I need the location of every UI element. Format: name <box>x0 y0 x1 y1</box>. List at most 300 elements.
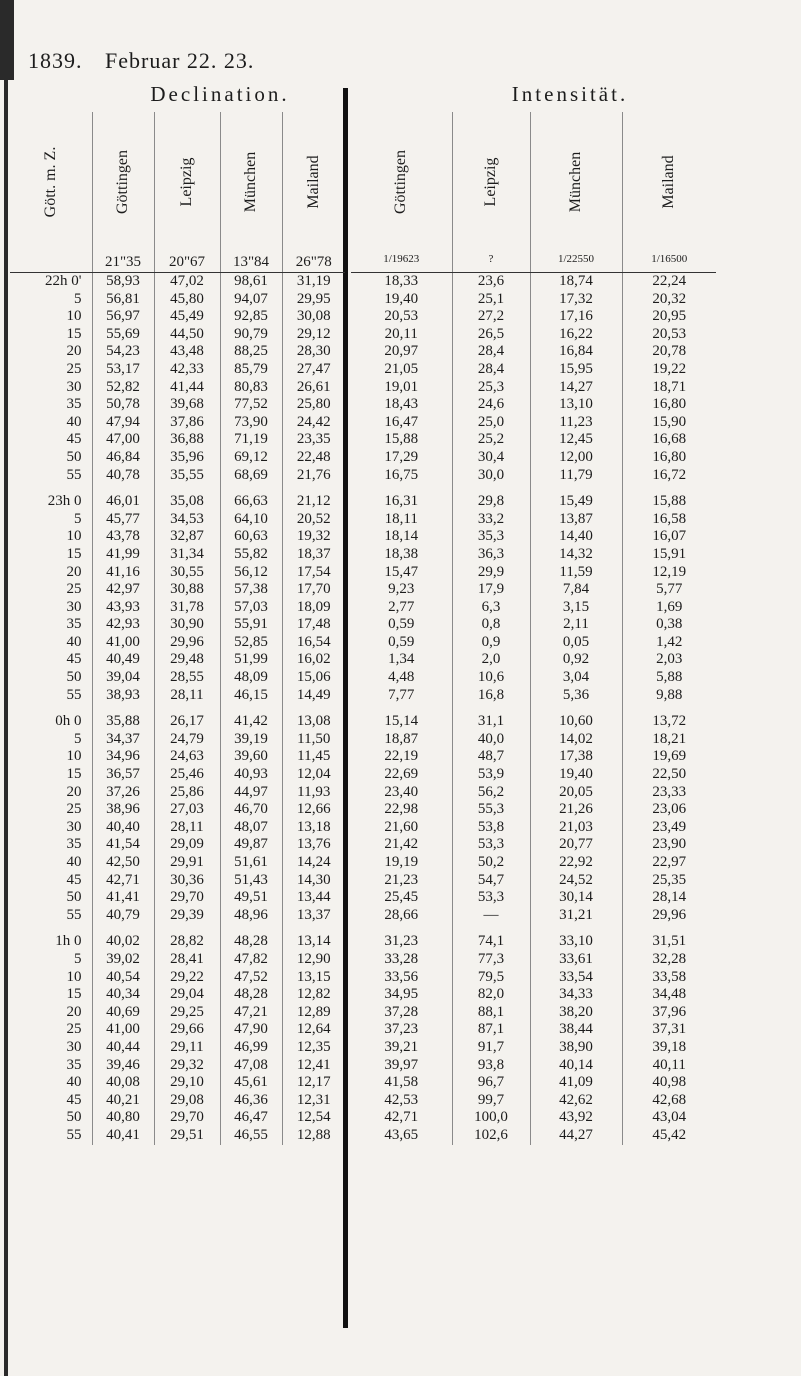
value-cell: 20,05 <box>530 784 622 802</box>
value-cell: 22,50 <box>622 766 716 784</box>
value-cell: 16,31 <box>384 493 419 510</box>
value-cell: 12,66 <box>282 801 348 819</box>
value-cell: 29,51 <box>154 1127 220 1145</box>
value-cell: 33,2 <box>452 511 530 529</box>
value-cell: 12,89 <box>282 1004 348 1022</box>
value-cell: 19,40 <box>530 766 622 784</box>
time-cell: 40 <box>66 1074 82 1091</box>
value-cell: 17,48 <box>282 616 348 634</box>
time-cell: 20 <box>66 783 82 800</box>
value-cell: 29,25 <box>154 1004 220 1022</box>
table-row <box>10 343 716 361</box>
value-cell: 71,19 <box>220 431 282 449</box>
value-cell: 88,25 <box>220 343 282 361</box>
value-cell: 16,8 <box>452 687 530 705</box>
value-cell: 48,07 <box>220 819 282 837</box>
value-cell: 38,20 <box>530 1004 622 1022</box>
value-cell: 91,7 <box>452 1039 530 1057</box>
value-cell: 47,90 <box>220 1021 282 1039</box>
column-label: München <box>567 151 585 213</box>
value-cell: 16,80 <box>622 449 716 467</box>
value-cell: 39,18 <box>622 1039 716 1057</box>
value-cell: 52,85 <box>220 634 282 652</box>
value-cell: 12,00 <box>530 449 622 467</box>
time-cell: 35 <box>66 396 82 413</box>
value-cell: 43,93 <box>92 599 154 617</box>
table-row <box>10 969 716 987</box>
column-label: Gött. m. Z. <box>41 146 59 218</box>
value-cell: 18,37 <box>282 546 348 564</box>
value-cell: 45,61 <box>220 1074 282 1092</box>
value-cell: 30,0 <box>452 467 530 485</box>
value-cell: 33,61 <box>530 951 622 969</box>
value-cell: 42,62 <box>530 1092 622 1110</box>
value-cell: 27,47 <box>282 361 348 379</box>
table-row <box>10 379 716 397</box>
value-cell: 13,08 <box>282 704 348 731</box>
value-cell: 18,71 <box>622 379 716 397</box>
value-cell: 35,96 <box>154 449 220 467</box>
value-cell: 57,03 <box>220 599 282 617</box>
value-cell: 34,33 <box>530 986 622 1004</box>
value-cell: 49,87 <box>220 836 282 854</box>
table-row <box>10 1021 716 1039</box>
value-cell: 55,69 <box>92 326 154 344</box>
value-cell: 9,88 <box>622 687 716 705</box>
value-cell: 29,32 <box>154 1057 220 1075</box>
value-cell: 42,93 <box>92 616 154 634</box>
value-cell: 25,45 <box>384 889 419 906</box>
value-cell: 2,03 <box>622 651 716 669</box>
column-header <box>10 112 92 273</box>
value-cell: 15,88 <box>384 431 419 448</box>
value-cell: 22,48 <box>282 449 348 467</box>
value-cell: 14,27 <box>530 379 622 397</box>
value-cell: 20,78 <box>622 343 716 361</box>
value-cell: 29,08 <box>154 1092 220 1110</box>
value-cell: 99,7 <box>452 1092 530 1110</box>
table-row <box>10 748 716 766</box>
value-cell: 40,79 <box>92 907 154 925</box>
value-cell: 96,7 <box>452 1074 530 1092</box>
table-row <box>10 396 716 414</box>
table-row <box>10 951 716 969</box>
value-cell: 19,22 <box>622 361 716 379</box>
value-cell: 90,79 <box>220 326 282 344</box>
value-cell: 28,82 <box>154 924 220 951</box>
value-cell: 30,4 <box>452 449 530 467</box>
value-cell: 31,51 <box>622 924 716 951</box>
table-row <box>10 704 716 731</box>
value-cell: 12,88 <box>282 1127 348 1145</box>
value-cell: 33,58 <box>622 969 716 987</box>
value-cell: 16,75 <box>384 466 419 483</box>
value-cell: 47,82 <box>220 951 282 969</box>
value-cell: 5,77 <box>622 581 716 599</box>
value-cell: 16,02 <box>282 651 348 669</box>
value-cell: 34,48 <box>622 986 716 1004</box>
value-cell: 68,69 <box>220 467 282 485</box>
value-cell: 0,92 <box>530 651 622 669</box>
value-cell: 66,63 <box>220 484 282 511</box>
value-cell: 22,98 <box>384 801 419 818</box>
table-row <box>10 361 716 379</box>
value-cell: 46,70 <box>220 801 282 819</box>
value-cell: 13,15 <box>282 969 348 987</box>
value-cell: 44,27 <box>530 1127 622 1145</box>
value-cell: 25,86 <box>154 784 220 802</box>
value-cell: 16,72 <box>622 467 716 485</box>
value-cell: 42,33 <box>154 361 220 379</box>
value-cell: 56,81 <box>92 291 154 309</box>
table-row <box>10 907 716 925</box>
value-cell: 17,70 <box>282 581 348 599</box>
time-cell: 25 <box>66 360 82 377</box>
value-cell: 12,54 <box>282 1109 348 1127</box>
value-cell: 21,26 <box>530 801 622 819</box>
value-cell: 21,03 <box>530 819 622 837</box>
value-cell: 37,23 <box>384 1021 419 1038</box>
value-cell: 12,64 <box>282 1021 348 1039</box>
value-cell: 47,08 <box>220 1057 282 1075</box>
table-row <box>10 1092 716 1110</box>
value-cell: 36,57 <box>92 766 154 784</box>
table-row <box>10 889 716 907</box>
value-cell: 47,00 <box>92 431 154 449</box>
value-cell: 16,68 <box>622 431 716 449</box>
value-cell: 14,32 <box>530 546 622 564</box>
value-cell: 29,22 <box>154 969 220 987</box>
time-cell: 5 <box>74 730 82 747</box>
column-scale: 26"78 <box>295 254 332 270</box>
value-cell: 15,49 <box>530 484 622 511</box>
value-cell: 35,55 <box>154 467 220 485</box>
value-cell: 12,82 <box>282 986 348 1004</box>
value-cell: 34,96 <box>92 748 154 766</box>
time-cell: 15 <box>66 986 82 1003</box>
value-cell: 23,33 <box>622 784 716 802</box>
value-cell: 88,1 <box>452 1004 530 1022</box>
value-cell: 28,14 <box>622 889 716 907</box>
value-cell: 53,9 <box>452 766 530 784</box>
value-cell: 56,97 <box>92 308 154 326</box>
value-cell: 21,05 <box>384 360 419 377</box>
value-cell: 37,86 <box>154 414 220 432</box>
value-cell: 92,85 <box>220 308 282 326</box>
value-cell: 40,54 <box>92 969 154 987</box>
value-cell: 1,42 <box>622 634 716 652</box>
table-row <box>10 1057 716 1075</box>
observation-table <box>10 112 716 1145</box>
value-cell: 23,06 <box>622 801 716 819</box>
table-row <box>10 291 716 309</box>
value-cell: 29,70 <box>154 1109 220 1127</box>
time-cell: 15 <box>66 766 82 783</box>
value-cell: 31,23 <box>384 933 419 950</box>
value-cell: 34,95 <box>384 986 419 1003</box>
value-cell: 23,40 <box>384 783 419 800</box>
value-cell: 29,96 <box>154 634 220 652</box>
value-cell: 40,11 <box>622 1057 716 1075</box>
time-cell: 30 <box>66 1038 82 1055</box>
column-label: München <box>242 151 260 213</box>
value-cell: 85,79 <box>220 361 282 379</box>
value-cell: 22,69 <box>384 766 419 783</box>
value-cell: 40,44 <box>92 1039 154 1057</box>
value-cell: 36,88 <box>154 431 220 449</box>
value-cell: 4,48 <box>388 669 415 686</box>
time-cell: 30 <box>66 598 82 615</box>
value-cell: 1,69 <box>622 599 716 617</box>
value-cell: 18,87 <box>384 730 419 747</box>
value-cell: 25,80 <box>282 396 348 414</box>
value-cell: 13,72 <box>622 704 716 731</box>
value-cell: 29,09 <box>154 836 220 854</box>
value-cell: 48,96 <box>220 907 282 925</box>
time-cell: 35 <box>66 836 82 853</box>
value-cell: 57,38 <box>220 581 282 599</box>
value-cell: 16,07 <box>622 528 716 546</box>
value-cell: 23,6 <box>452 273 530 291</box>
value-cell: 64,10 <box>220 511 282 529</box>
value-cell: 15,88 <box>622 484 716 511</box>
value-cell: 43,92 <box>530 1109 622 1127</box>
value-cell: 10,6 <box>452 669 530 687</box>
value-cell: 46,55 <box>220 1127 282 1145</box>
value-cell: 48,09 <box>220 669 282 687</box>
value-cell: 53,8 <box>452 819 530 837</box>
value-cell: 28,55 <box>154 669 220 687</box>
value-cell: 13,44 <box>282 889 348 907</box>
value-cell: 30,14 <box>530 889 622 907</box>
column-header <box>530 112 622 273</box>
value-cell: 17,32 <box>530 291 622 309</box>
value-cell: 38,93 <box>92 687 154 705</box>
value-cell: 7,77 <box>388 686 415 703</box>
value-cell: 13,87 <box>530 511 622 529</box>
value-cell: 36,3 <box>452 546 530 564</box>
value-cell: 16,22 <box>530 326 622 344</box>
value-cell: 50,2 <box>452 854 530 872</box>
value-cell: 41,00 <box>92 634 154 652</box>
table-row <box>10 1127 716 1145</box>
time-cell: 50 <box>66 889 82 906</box>
time-cell: 35 <box>66 616 82 633</box>
value-cell: 19,69 <box>622 748 716 766</box>
time-cell: 20 <box>66 1003 82 1020</box>
value-cell: 12,19 <box>622 564 716 582</box>
value-cell: 35,08 <box>154 484 220 511</box>
time-cell: 40 <box>66 413 82 430</box>
table-row <box>10 326 716 344</box>
value-cell: 23,49 <box>622 819 716 837</box>
column-scale: 1/19623 <box>383 253 420 265</box>
value-cell: 23,35 <box>282 431 348 449</box>
value-cell: 43,48 <box>154 343 220 361</box>
value-cell: 21,12 <box>282 484 348 511</box>
column-header-row <box>10 112 716 273</box>
column-header <box>92 112 154 273</box>
header-date: Februar 22. 23. <box>105 48 255 73</box>
value-cell: 55,91 <box>220 616 282 634</box>
value-cell: 48,28 <box>220 986 282 1004</box>
value-cell: 11,45 <box>282 748 348 766</box>
value-cell: 20,53 <box>622 326 716 344</box>
value-cell: 26,61 <box>282 379 348 397</box>
value-cell: 11,93 <box>282 784 348 802</box>
value-cell: 46,99 <box>220 1039 282 1057</box>
value-cell: 41,58 <box>384 1074 419 1091</box>
value-cell: 45,80 <box>154 291 220 309</box>
value-cell: 19,19 <box>384 854 419 870</box>
value-cell: 69,12 <box>220 449 282 467</box>
value-cell: 18,38 <box>384 545 419 562</box>
table-row <box>10 731 716 749</box>
value-cell: 43,65 <box>384 1126 419 1143</box>
column-label: Mailand <box>660 155 678 209</box>
value-cell: 24,42 <box>282 414 348 432</box>
value-cell: 14,49 <box>282 687 348 705</box>
time-cell: 30 <box>66 378 82 395</box>
value-cell: 45,42 <box>622 1127 716 1145</box>
value-cell: 15,90 <box>622 414 716 432</box>
value-cell: 29,04 <box>154 986 220 1004</box>
value-cell: 13,76 <box>282 836 348 854</box>
value-cell: 19,32 <box>282 528 348 546</box>
value-cell: 60,63 <box>220 528 282 546</box>
column-scale: 1/22550 <box>557 253 595 265</box>
value-cell: 42,71 <box>384 1109 419 1126</box>
table-row <box>10 651 716 669</box>
value-cell: 18,74 <box>530 273 622 291</box>
value-cell: 5,36 <box>530 687 622 705</box>
table-row <box>10 669 716 687</box>
value-cell: 46,15 <box>220 687 282 705</box>
value-cell: 24,63 <box>154 748 220 766</box>
value-cell: 20,77 <box>530 836 622 854</box>
value-cell: 54,23 <box>92 343 154 361</box>
value-cell: 77,52 <box>220 396 282 414</box>
value-cell: 30,88 <box>154 581 220 599</box>
time-cell: 15 <box>66 325 82 342</box>
value-cell: 47,94 <box>92 414 154 432</box>
value-cell: 23,90 <box>622 836 716 854</box>
column-label: Leipzig <box>178 157 196 207</box>
value-cell: 25,1 <box>452 291 530 309</box>
column-label: Mailand <box>304 155 322 209</box>
value-cell: 39,04 <box>92 669 154 687</box>
value-cell: 42,97 <box>92 581 154 599</box>
value-cell: 41,99 <box>92 546 154 564</box>
value-cell: 13,14 <box>282 924 348 951</box>
value-cell: 20,95 <box>622 308 716 326</box>
table-row <box>10 431 716 449</box>
value-cell: 37,31 <box>622 1021 716 1039</box>
value-cell: 28,41 <box>154 951 220 969</box>
value-cell: 6,3 <box>452 599 530 617</box>
time-cell: 10 <box>66 968 82 985</box>
value-cell: 16,84 <box>530 343 622 361</box>
value-cell: 14,30 <box>282 872 348 890</box>
column-scale: 13"84 <box>232 254 270 270</box>
time-cell: 55 <box>66 1126 82 1143</box>
value-cell: 40,40 <box>92 819 154 837</box>
value-cell: 14,02 <box>530 731 622 749</box>
value-cell: 41,41 <box>92 889 154 907</box>
value-cell: 22,24 <box>622 273 716 291</box>
value-cell: 39,21 <box>384 1038 419 1055</box>
time-cell: 55 <box>66 906 82 923</box>
value-cell: 42,71 <box>92 872 154 890</box>
value-cell: 53,3 <box>452 889 530 907</box>
value-cell: 46,36 <box>220 1092 282 1110</box>
value-cell: 39,68 <box>154 396 220 414</box>
time-cell: 50 <box>66 448 82 465</box>
value-cell: 40,02 <box>92 924 154 951</box>
value-cell: 51,99 <box>220 651 282 669</box>
table-row <box>10 687 716 705</box>
value-cell: 17,38 <box>530 748 622 766</box>
table-row <box>10 449 716 467</box>
value-cell: 39,19 <box>220 731 282 749</box>
value-cell: 2,0 <box>452 651 530 669</box>
value-cell: 16,54 <box>282 634 348 652</box>
value-cell: 29,10 <box>154 1074 220 1092</box>
value-cell: 82,0 <box>452 986 530 1004</box>
value-cell: 19,40 <box>384 290 419 307</box>
value-cell: 18,33 <box>384 273 419 289</box>
value-cell: 15,91 <box>622 546 716 564</box>
value-cell: 40,49 <box>92 651 154 669</box>
table-row <box>10 766 716 784</box>
value-cell: 40,93 <box>220 766 282 784</box>
value-cell: 15,06 <box>282 669 348 687</box>
value-cell: 22,97 <box>622 854 716 872</box>
value-cell: 15,95 <box>530 361 622 379</box>
value-cell: 5,88 <box>622 669 716 687</box>
value-cell: 16,47 <box>384 413 419 430</box>
value-cell: 56,2 <box>452 784 530 802</box>
value-cell: 46,84 <box>92 449 154 467</box>
value-cell: 39,97 <box>384 1056 419 1073</box>
value-cell: 13,18 <box>282 819 348 837</box>
value-cell: 55,82 <box>220 546 282 564</box>
value-cell: 44,97 <box>220 784 282 802</box>
column-header <box>154 112 220 273</box>
time-cell: 45 <box>66 431 82 448</box>
value-cell: 31,78 <box>154 599 220 617</box>
table-row <box>10 467 716 485</box>
value-cell: 27,2 <box>452 308 530 326</box>
value-cell: 0,59 <box>388 616 415 633</box>
value-cell: 42,68 <box>622 1092 716 1110</box>
value-cell: 29,11 <box>154 1039 220 1057</box>
value-cell: 50,78 <box>92 396 154 414</box>
value-cell: 20,52 <box>282 511 348 529</box>
value-cell: 24,52 <box>530 872 622 890</box>
value-cell: 29,96 <box>622 907 716 925</box>
value-cell: 12,31 <box>282 1092 348 1110</box>
table-row <box>10 528 716 546</box>
table-row <box>10 414 716 432</box>
binding-edge <box>4 30 8 1376</box>
value-cell: 16,58 <box>622 511 716 529</box>
value-cell: 17,9 <box>452 581 530 599</box>
column-header <box>348 112 452 273</box>
value-cell: 20,32 <box>622 291 716 309</box>
value-cell: 30,36 <box>154 872 220 890</box>
value-cell: 28,66 <box>384 906 419 923</box>
